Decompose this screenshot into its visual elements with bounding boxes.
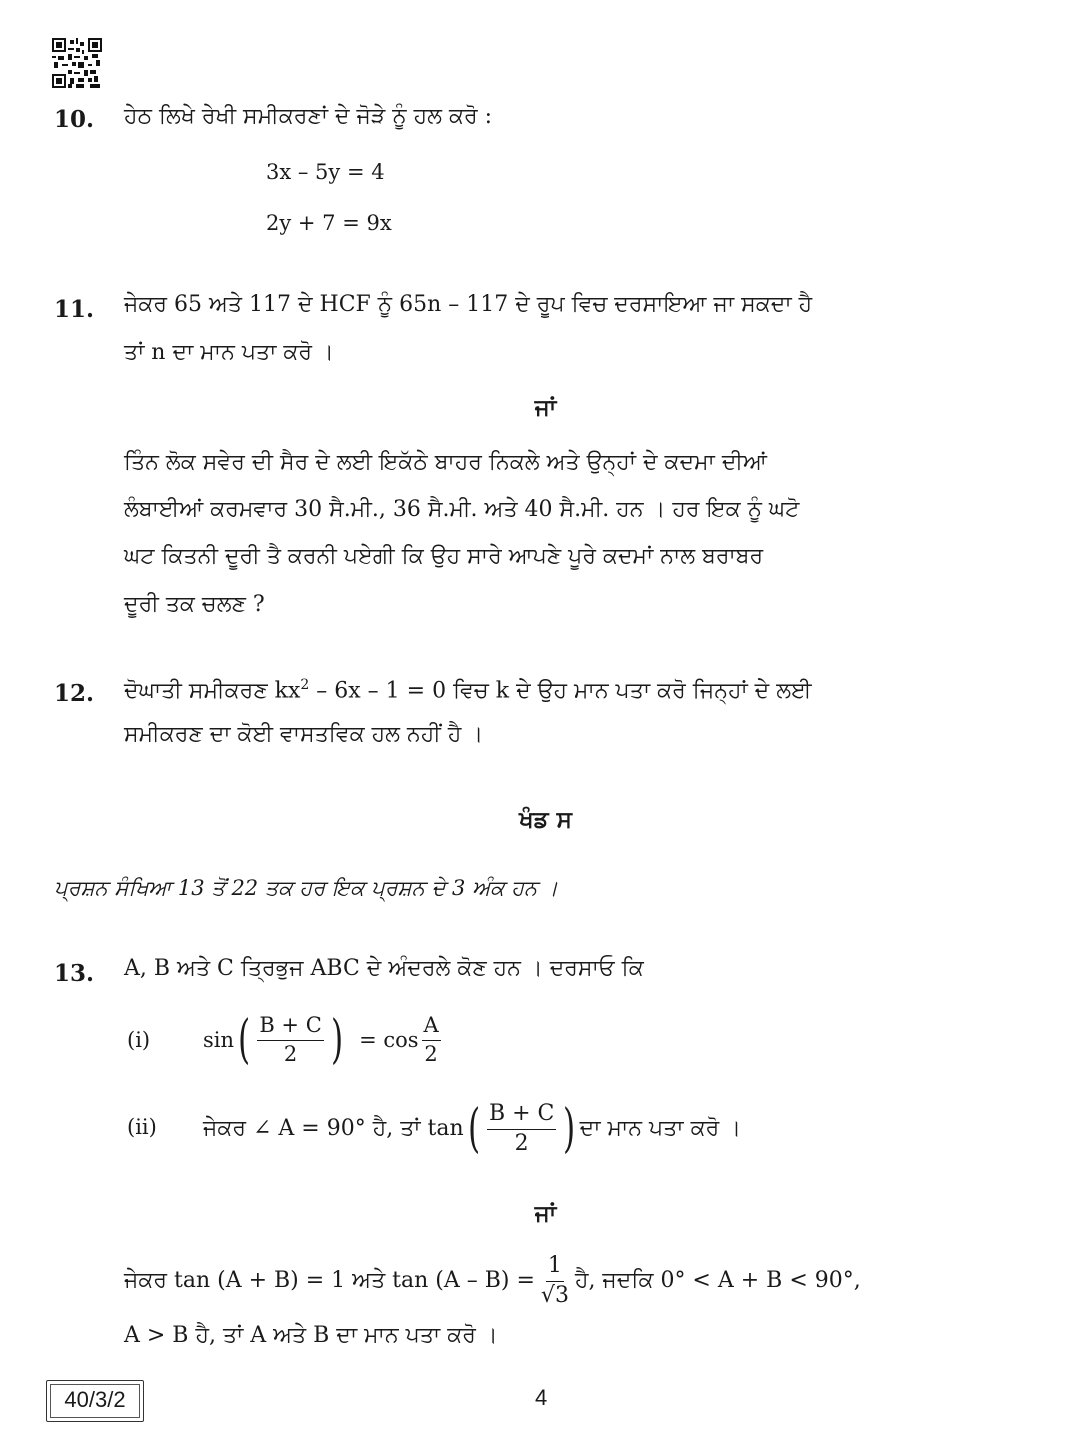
equation: 3x – 5y = 4: [266, 160, 385, 184]
question-text: A > B ਹੈ, ਤਾਂ A ਅਤੇ B ਦਾ ਮਾਨ ਪਤਾ ਕਰੋ ।: [124, 1323, 498, 1348]
question-text: ਜੇਕਰ 65 ਅਤੇ 117 ਦੇ HCF ਨੂੰ 65n – 117 ਦੇ ਰੂਪ ਵਿਚ ਦਰਸਾਇਆ ਜਾ ਸਕਦਾ ਹੈ: [124, 292, 813, 317]
left-paren: (: [467, 1099, 480, 1159]
fraction: [487, 1102, 556, 1155]
fraction: [541, 1254, 569, 1307]
question-text: ਸਮੀਕਰਣ ਦਾ ਕੋਈ ਵਾਸਤਵਿਕ ਹਲ ਨਹੀਂ ਹੈ ।: [124, 722, 484, 747]
question-text: ਤਾਂ n ਦਾ ਮਾਨ ਪਤਾ ਕਰੋ ।: [124, 340, 334, 365]
question-text: ਦੂਰੀ ਤਕ ਚਲਣ ?: [124, 592, 265, 617]
question-text: ਘਟ ਕਿਤਨੀ ਦੂਰੀ ਤੈ ਕਰਨੀ ਪਏਗੀ ਕਿ ਉਹ ਸਾਰੇ ਆਪਣੇ ਪੂਰੇ ਕਦਮਾਂ ਨਾਲ ਬਰਾਬਰ: [124, 544, 764, 569]
or-separator: ਜਾਂ: [534, 1200, 557, 1227]
paper-code: 40/3/2: [64, 1387, 126, 1412]
question-text-part: ਦੋਘਾਤੀ ਸਮੀਕਰਣ kx: [124, 678, 301, 704]
denominator: 2: [514, 1130, 529, 1156]
question-text-part: ਹੈ, ਜਦਕਿ 0° < A + B < 90°,: [574, 1268, 861, 1293]
question-number: 10.: [54, 106, 95, 133]
question-number: 12.: [54, 680, 95, 707]
exponent: 2: [300, 677, 310, 693]
equals-cos: = cos: [359, 1028, 419, 1052]
subpart-label: (i): [127, 1028, 151, 1052]
denominator: √3: [540, 1282, 569, 1308]
section-title: ਖੰਡ ਸ: [519, 806, 572, 833]
question-text: ਲੰਬਾਈਆਂ ਕਰਮਵਾਰ 30 ਸੈ.ਮੀ., 36 ਸੈ.ਮੀ. ਅਤੇ 40 ਸੈ.ਮੀ. ਹਨ । ਹਰ ਇਕ ਨੂੰ ਘਟੋ: [124, 497, 800, 522]
numerator: 1: [546, 1254, 564, 1281]
fraction: [422, 1014, 441, 1065]
question-number: 11.: [54, 296, 95, 323]
formula: [203, 1008, 444, 1072]
denominator: 2: [283, 1041, 298, 1066]
qr-code-icon: [52, 38, 102, 88]
question-text-part: ਦਾ ਮਾਨ ਪਤਾ ਕਰੋ ।: [579, 1116, 742, 1141]
numerator: A: [422, 1014, 441, 1040]
left-paren: (: [238, 1010, 251, 1070]
question-text-part: – 6x – 1 = 0 ਵਿਚ k ਦੇ ਉਹ ਮਾਨ ਪਤਾ ਕਰੋ ਜਿਨ੍ਹਾਂ ਦੇ ਲਈ: [309, 678, 812, 704]
denominator: 2: [424, 1041, 438, 1066]
section-instruction: ਪ੍ਰਸ਼ਨ ਸੰਖਿਆ 13 ਤੋਂ 22 ਤਕ ਹਰ ਇਕ ਪ੍ਰਸ਼ਨ ਦੇ 3 ਅੰਕ ਹਨ ।: [54, 876, 558, 900]
page-number: 4: [535, 1385, 548, 1410]
question-text: ਹੇਠ ਲਿਖੇ ਰੇਖੀ ਸਮੀਕਰਣਾਂ ਦੇ ਜੋੜੇ ਨੂੰ ਹਲ ਕਰੋ :: [124, 104, 492, 129]
question-text-part: ਜੇਕਰ ∠ A = 90° ਹੈ, ਤਾਂ tan: [203, 1116, 464, 1141]
question-text: ਤਿੰਨ ਲੋਕ ਸਵੇਰ ਦੀ ਸੈਰ ਦੇ ਲਈ ਇਕੱਠੇ ਬਾਹਰ ਨਿਕਲੇ ਅਤੇ ਉਨ੍ਹਾਂ ਦੇ ਕਦਮਾ ਦੀਆਂ: [124, 450, 768, 475]
or-separator: ਜਾਂ: [534, 394, 557, 421]
question-text: A, B ਅਤੇ C ਤ੍ਰਿਭੁਜ ABC ਦੇ ਅੰਦਰਲੇ ਕੋਣ ਹਨ । ਦਰਸਾਓ ਕਿ: [124, 956, 644, 981]
numerator: B + C: [257, 1014, 323, 1040]
right-paren: ): [330, 1010, 344, 1070]
paper-code-box: [46, 1380, 144, 1422]
question-text-part: ਜੇਕਰ tan (A + B) = 1 ਅਤੇ tan (A – B) =: [124, 1268, 535, 1293]
equation: 2y + 7 = 9x: [266, 211, 392, 235]
right-paren: ): [563, 1099, 576, 1159]
function-name: sin: [203, 1028, 235, 1052]
question-number: 13.: [54, 960, 95, 987]
fraction: [257, 1014, 323, 1065]
subpart-label: (ii): [127, 1115, 157, 1139]
question-text: [124, 678, 812, 702]
numerator: B + C: [487, 1102, 556, 1129]
formula: [203, 1097, 741, 1161]
question-text: [124, 1250, 861, 1312]
